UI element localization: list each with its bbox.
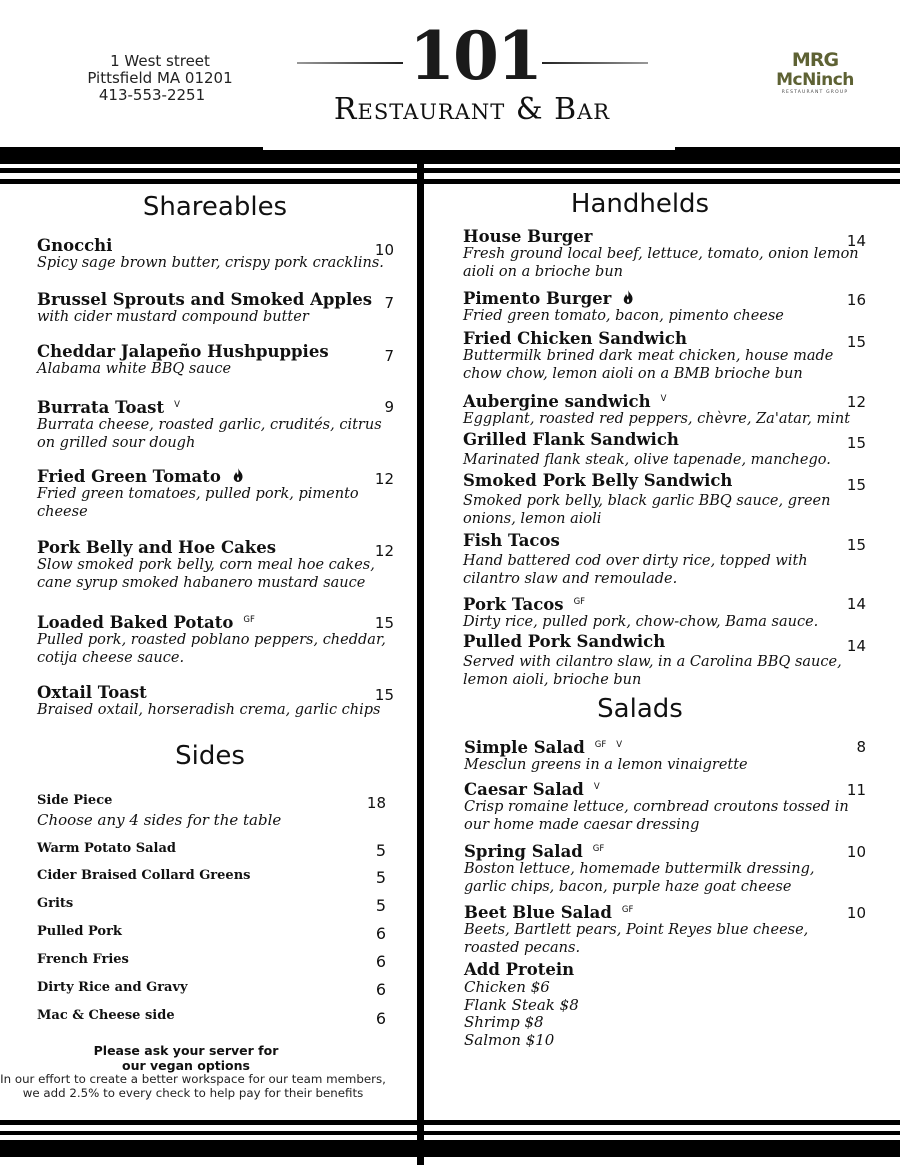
menu-item [464, 901, 829, 957]
section-title-handhelds: Handhelds [570, 189, 710, 219]
item-name: Beet Blue Salad [464, 903, 612, 922]
item-price: 15 [846, 333, 866, 351]
address-street: 1 West street [110, 52, 210, 70]
vegan-notice-line2: our vegan options [122, 1057, 250, 1073]
gluten-free-badge: GF [573, 597, 586, 607]
item-price: 6 [375, 980, 386, 999]
footer-notices [0, 1044, 400, 1100]
item-name: Cheddar Jalapeño Hushpuppies [37, 342, 329, 361]
item-description: Buttermilk brined dark meat chicken, house made chow chow, lemon aioli on a BMB brioche bun [463, 348, 834, 382]
add-protein-title: Add Protein [464, 960, 575, 979]
item-name: Pulled Pork Sandwich [463, 632, 666, 651]
item-price: 15 [374, 686, 394, 704]
item-name: Aubergine sandwich [463, 392, 651, 411]
protein-options [464, 979, 764, 1049]
side-item: Pulled Pork [37, 924, 122, 939]
protein-option: Shrimp $8 [464, 1013, 544, 1031]
item-description: Eggplant, roasted red peppers, chèvre, Za'atar, mint [463, 411, 851, 427]
item-price: 15 [374, 614, 394, 632]
gluten-free-badge: GF [243, 615, 255, 625]
item-name: Grilled Flank Sandwich [463, 430, 679, 449]
address-phone: 413-553-2251 [98, 86, 206, 104]
fee-notice-line1: In our effort to create a better workspace for our team members, [0, 1072, 386, 1086]
gluten-free-badge: GF [621, 905, 634, 915]
item-name: House Burger [463, 227, 593, 246]
item-price: 7 [384, 294, 394, 312]
item-description: Fresh ground local beef, lettuce, tomato, onion lemon aioli on a brioche bun [463, 246, 859, 280]
top-thick-bar-left [0, 147, 263, 164]
top-thick-bar-right [675, 147, 900, 164]
menu-item [37, 467, 382, 521]
flame-icon [233, 467, 243, 486]
item-name: Pork Tacos [463, 595, 564, 614]
item-price: 18 [366, 794, 386, 812]
restaurant-logo-number: 101 [409, 17, 541, 95]
menu-item [37, 396, 397, 452]
side-item: French Fries [37, 952, 129, 967]
item-name: Fried Chicken Sandwich [463, 329, 687, 348]
menu-item [463, 430, 863, 470]
gluten-free-badge: GF [592, 844, 605, 854]
menu-item [463, 632, 858, 689]
item-price: 10 [846, 904, 866, 922]
menu-item [37, 342, 397, 379]
item-price: 6 [375, 952, 386, 971]
item-name: Pork Belly and Hoe Cakes [37, 538, 277, 557]
side-item: Dirty Rice and Gravy [37, 980, 188, 995]
item-price: 8 [856, 738, 866, 756]
item-description: Alabama white BBQ sauce [37, 361, 232, 377]
item-price: 16 [846, 291, 866, 309]
item-price: 6 [375, 924, 386, 943]
vegetarian-badge: V [616, 740, 623, 750]
item-name: Oxtail Toast [37, 683, 147, 702]
item-description: Choose any 4 sides for the table [37, 811, 282, 829]
item-description: Burrata cheese, roasted garlic, crudités, citrus on grilled sour dough [37, 417, 382, 451]
protein-option: Chicken $6 [464, 978, 550, 996]
item-price: 12 [374, 542, 394, 560]
item-description: Marinated flank steak, olive tapenade, manchego. [463, 452, 831, 468]
vegetarian-badge: V [593, 782, 600, 792]
item-name: Fried Green Tomato [37, 467, 221, 486]
item-name: Spring Salad [464, 842, 583, 861]
item-price: 5 [375, 841, 386, 860]
item-name: Side Piece [37, 793, 113, 808]
item-description: Crisp romaine lettuce, cornbread croutons tossed in our home made caesar dressing [464, 799, 849, 833]
item-description: Slow smoked pork belly, corn meal hoe cakes, cane syrup smoked habanero mustard sauce [37, 557, 375, 591]
vegetarian-badge: V [174, 400, 180, 410]
menu-item [37, 236, 397, 273]
menu-item [463, 289, 863, 326]
menu-item [463, 531, 833, 588]
item-price: 7 [384, 347, 394, 365]
flame-icon [623, 289, 633, 308]
item-name: Simple Salad [464, 738, 585, 757]
section-title-shareables: Shareables [142, 192, 288, 222]
gluten-free-badge: GF [594, 740, 607, 750]
bottom-thin-stripe-2 [0, 1131, 900, 1135]
item-name: Loaded Baked Potato [37, 613, 234, 632]
section-title-sides: Sides [175, 741, 245, 771]
menu-item [37, 538, 399, 592]
vegan-notice-line1: Please ask your server for [93, 1043, 279, 1058]
item-price: 11 [846, 781, 866, 799]
item-description: Dirty rice, pulled pork, chow-chow, Bama sauce. [463, 614, 819, 630]
brand-name: McNinch [776, 70, 854, 90]
item-name: Gnocchi [37, 236, 113, 255]
item-name: Fish Tacos [463, 531, 560, 550]
brand-tagline: RESTAURANT GROUP [781, 90, 849, 95]
item-price: 5 [375, 896, 386, 915]
item-description: with cider mustard compound butter [37, 309, 309, 325]
item-price: 14 [846, 232, 866, 250]
brand-logo [765, 50, 865, 96]
item-price: 5 [375, 868, 386, 887]
item-description: Hand battered cod over dirty rice, topped with cilantro slaw and remoulade. [463, 553, 808, 587]
item-description: Fried green tomato, bacon, pimento cheese [463, 308, 784, 324]
top-thin-stripe-1 [0, 168, 900, 173]
section-title-salads: Salads [597, 694, 683, 724]
item-description: Smoked pork belly, black garlic BBQ sauce, green onions, lemon aioli [463, 493, 831, 527]
top-thin-stripe-2 [0, 179, 900, 184]
item-description: Spicy sage brown butter, crispy pork cracklins. [37, 255, 384, 271]
item-price: 15 [846, 536, 866, 554]
side-item: Grits [37, 896, 74, 911]
menu-item [463, 329, 848, 383]
item-name: Pimento Burger [463, 289, 612, 308]
top-thick-bar-center [262, 150, 676, 164]
item-description: Fried green tomatoes, pulled pork, pimento cheese [37, 486, 359, 520]
item-name: Caesar Salad [464, 780, 584, 799]
restaurant-address [60, 53, 260, 104]
menu-item [463, 227, 873, 281]
fee-notice-line2: we add 2.5% to every check to help pay for their benefits [22, 1085, 364, 1100]
item-name: Brussel Sprouts and Smoked Apples [37, 290, 373, 309]
menu-item [37, 290, 397, 327]
menu-item [464, 778, 864, 834]
bottom-thick-bar [0, 1140, 900, 1157]
item-price: 15 [846, 476, 866, 494]
item-price: 10 [374, 241, 394, 259]
item-price: 14 [846, 595, 866, 613]
menu-item [463, 593, 863, 632]
menu-item [464, 736, 864, 775]
side-item [37, 793, 367, 829]
item-name: Smoked Pork Belly Sandwich [463, 471, 733, 490]
menu-item [37, 683, 399, 720]
menu-item [37, 611, 399, 667]
restaurant-logo-subtitle: Restaurant & Bar [333, 92, 611, 127]
item-price: 12 [374, 470, 394, 488]
item-price: 15 [846, 434, 866, 452]
address-city: Pittsfield MA 01201 [87, 69, 233, 87]
side-item: Cider Braised Collard Greens [37, 868, 251, 883]
bottom-thin-stripe-1 [0, 1120, 900, 1125]
side-item: Mac & Cheese side [37, 1008, 175, 1023]
item-description: Boston lettuce, homemade buttermilk dressing, garlic chips, bacon, purple haze goat cheese [464, 861, 815, 895]
vegetarian-badge: V [660, 394, 667, 404]
menu-item [463, 390, 863, 429]
protein-option: Flank Steak $8 [464, 995, 579, 1014]
item-price: 12 [846, 393, 866, 411]
item-description: Served with cilantro slaw, in a Carolina BBQ sauce, lemon aioli, brioche bun [463, 654, 842, 688]
column-divider [417, 164, 424, 1165]
menu-item [464, 840, 839, 896]
item-price: 10 [846, 843, 866, 861]
item-price: 9 [384, 398, 394, 416]
item-name: Burrata Toast [37, 398, 165, 417]
protein-option: Salmon $10 [464, 1030, 555, 1049]
brand-mark: MRG [791, 49, 839, 71]
item-price: 6 [375, 1009, 386, 1028]
item-description: Mesclun greens in a lemon vinaigrette [464, 757, 748, 773]
item-description: Pulled pork, roasted poblano peppers, cheddar, cotija cheese sauce. [37, 632, 386, 666]
item-price: 14 [846, 637, 866, 655]
menu-item [463, 471, 843, 528]
side-item: Warm Potato Salad [37, 841, 177, 856]
add-protein [464, 960, 764, 1049]
item-description: Beets, Bartlett pears, Point Reyes blue cheese, roasted pecans. [464, 922, 809, 956]
item-description: Braised oxtail, horseradish crema, garlic chips [37, 702, 381, 718]
